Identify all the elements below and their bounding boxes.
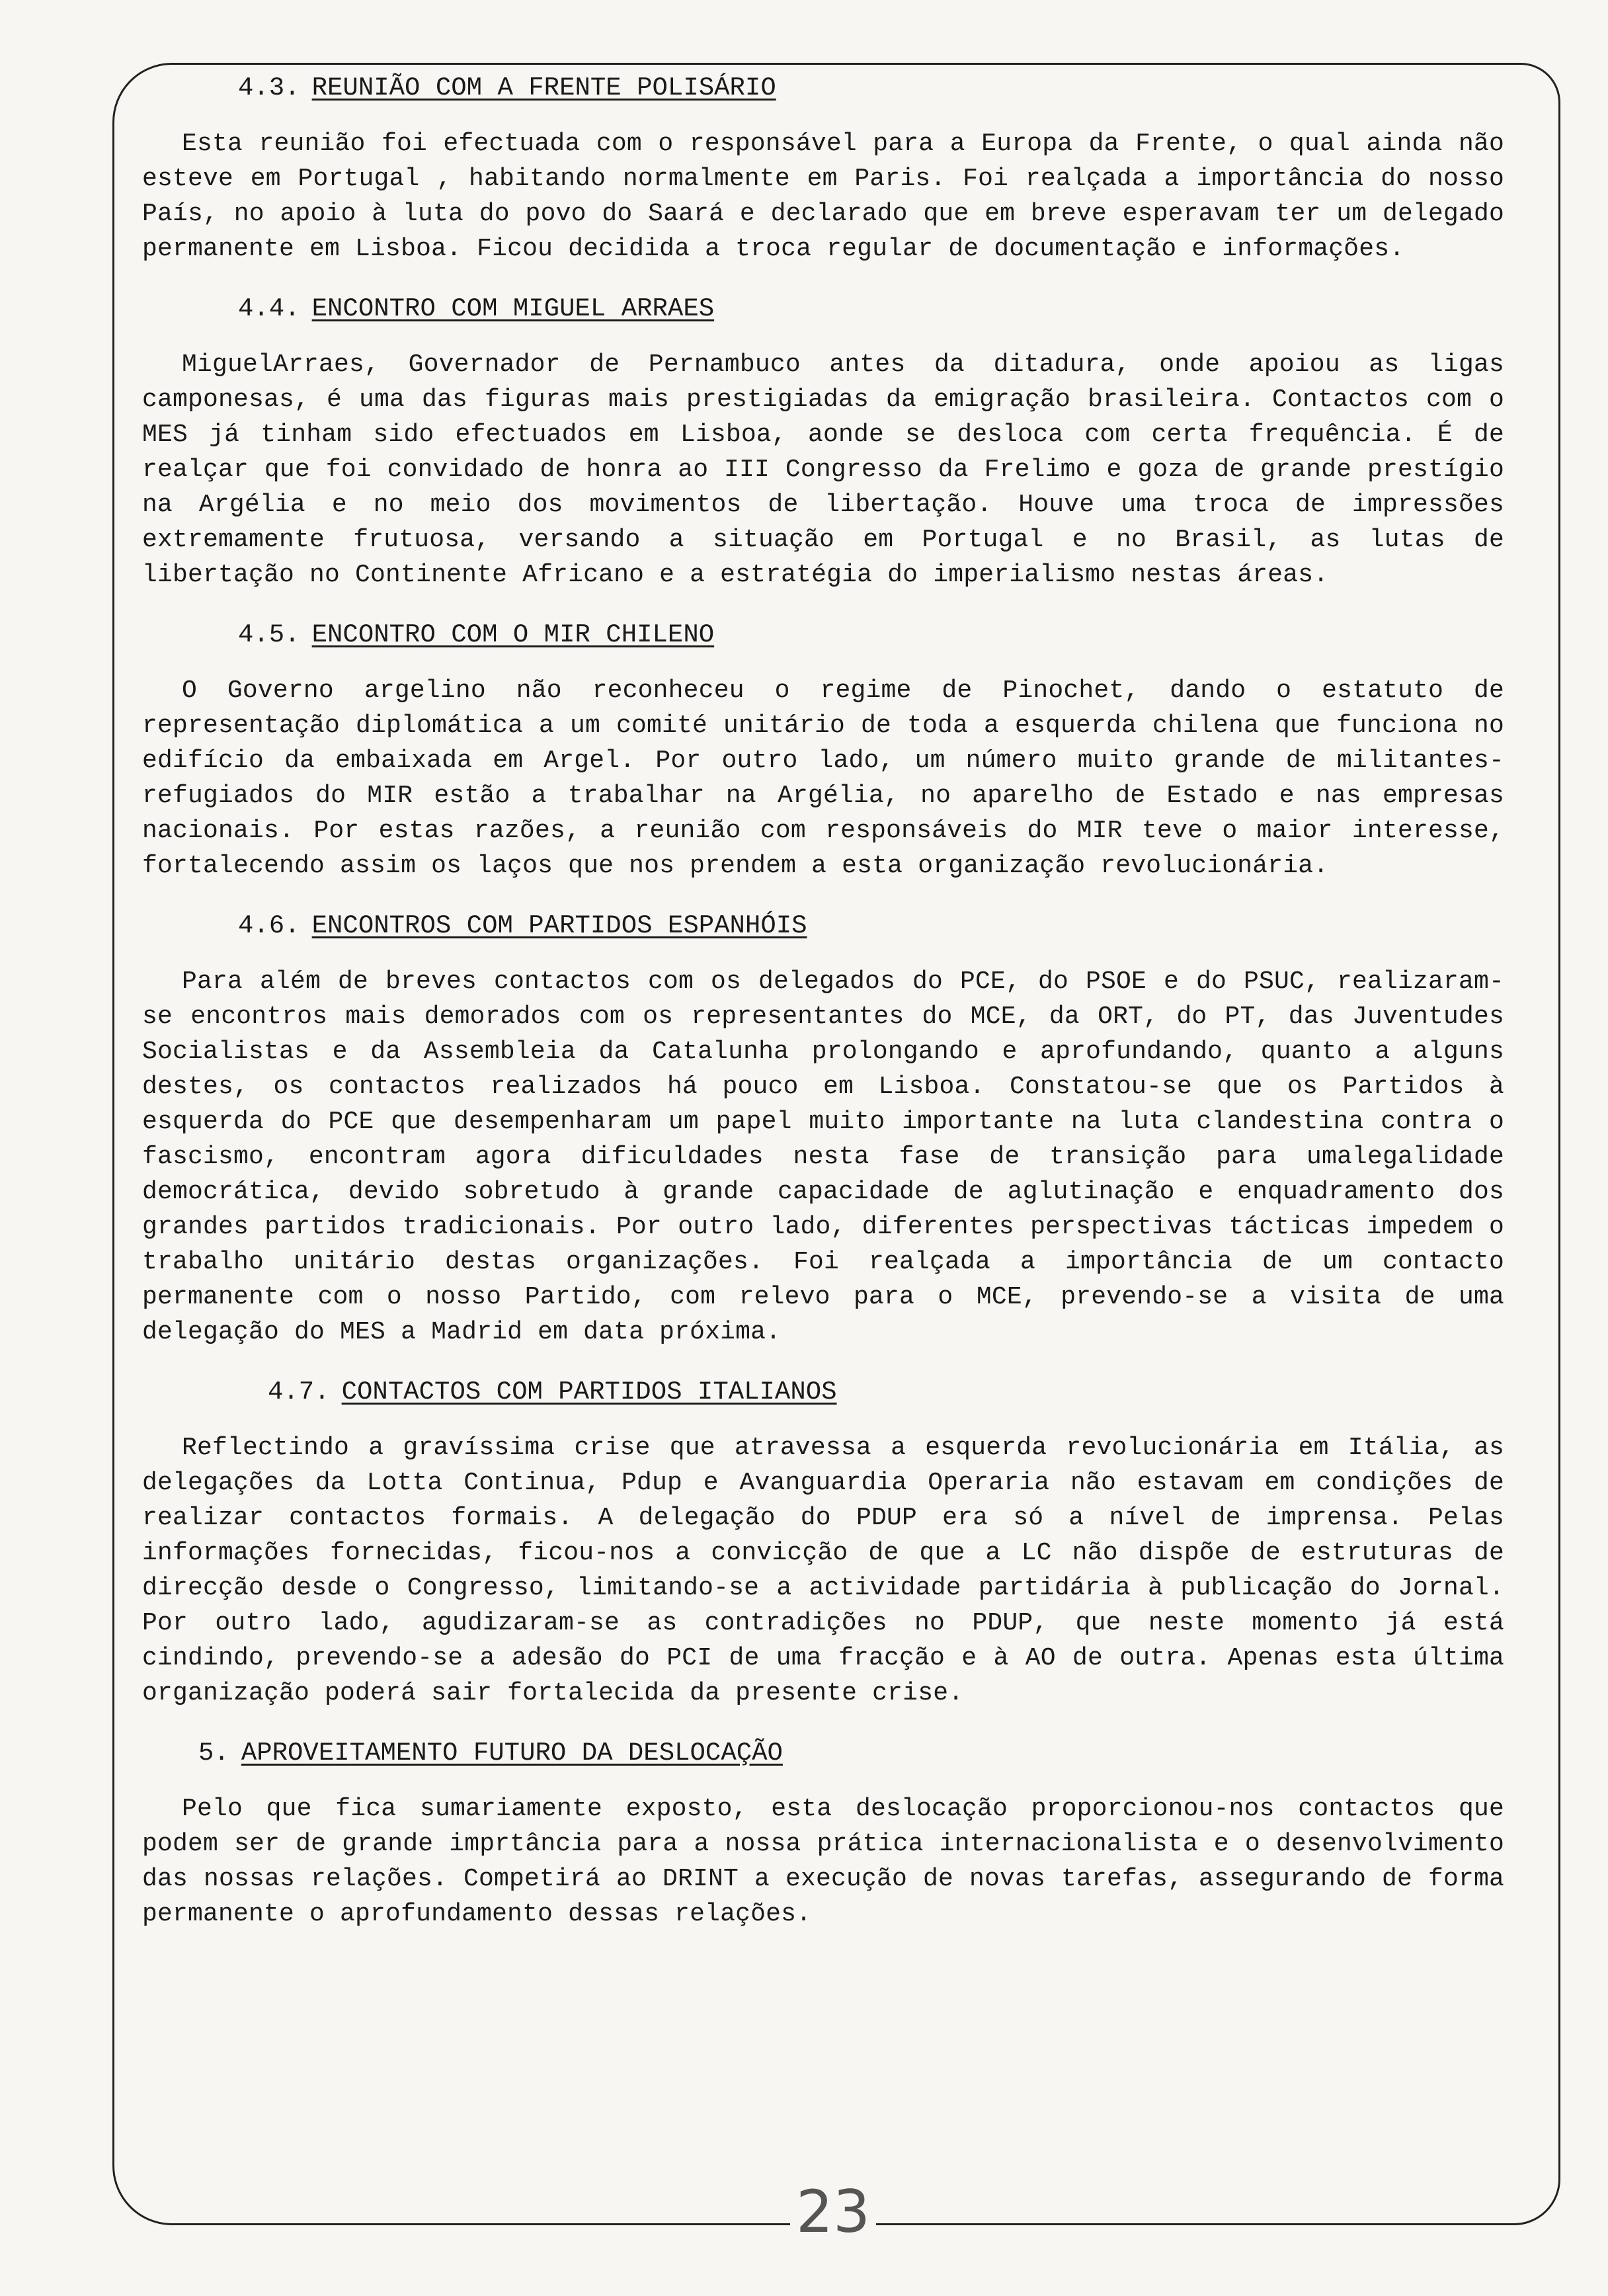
section-number: 5. [198, 1739, 229, 1768]
section-title: ENCONTRO COM MIGUEL ARRAES [311, 294, 715, 323]
section-5 [142, 1735, 1504, 1932]
section-4-6 [142, 907, 1504, 1350]
section-title: CONTACTOS COM PARTIDOS ITALIANOS [341, 1377, 837, 1407]
section-number: 4.3. [238, 73, 300, 102]
section-number: 4.6. [238, 911, 300, 940]
section-number: 4.7. [268, 1377, 330, 1407]
section-paragraph: Pelo que fica sumariamente exposto, esta deslocação proporcionou-nos contactos que podem ser de grande imprtância para a nossa prática internacionalista e o desenvolvimento das nossas relações. Competirá ao DRINT a execução de novas tarefas, assegurando de forma permanente o aprofundamento dessas relações. [142, 1795, 1504, 1928]
section-heading [142, 1735, 1504, 1772]
section-4-7 [142, 1374, 1504, 1711]
section-heading [142, 290, 1504, 327]
section-4-3 [142, 69, 1504, 266]
section-4-4 [142, 290, 1504, 593]
section-title: REUNIÃO COM A FRENTE POLISÁRIO [311, 73, 776, 102]
section-heading [142, 616, 1504, 653]
section-paragraph: O Governo argelino não reconheceu o regime de Pinochet, dando o estatuto de representação diplomática a um comité unitário de toda a esquerda chilena que funciona no edifício da embaixada em Argel. Por outro lado, um número muito grande de militantes-refugiados do MIR estão a trabalhar na Argélia, no aparelho de Estado e nas empresas nacionais. Por estas razões, a reunião com responsáveis do MIR teve o maior interesse, fortalecendo assim os laços que nos prendem a esta organização revolucionária. [142, 676, 1504, 880]
section-heading [142, 69, 1504, 106]
section-paragraph: MiguelArraes, Governador de Pernambuco antes da ditadura, onde apoiou as ligas camponesas, é uma das figuras mais prestigiadas da emigração brasileira. Contactos com o MES já tinham sido efectuados em Lisboa, aonde se desloca com certa frequência. É de realçar que foi convidado de honra ao III Congresso da Frelimo e goza de grande prestígio na Argélia e no meio dos movimentos de libertação. Houve uma troca de impressões extremamente frutuosa, versando a situação em Portugal e no Brasil, as lutas de libertação no Continente Africano e a estratégia do imperialismo nestas áreas. [142, 350, 1504, 589]
section-paragraph: Esta reunião foi efectuada com o responsável para a Europa da Frente, o qual ainda não esteve em Portugal , habitando normalmente em Paris. Foi realçada a importância do nosso País, no apoio à luta do povo do Saará e declarado que em breve esperavam ter um delegado permanente em Lisboa. Ficou decidida a troca regular de documentação e informações. [142, 130, 1504, 263]
section-title: ENCONTRO COM O MIR CHILENO [311, 620, 715, 649]
page-number: 23 [790, 2176, 876, 2248]
section-paragraph: Reflectindo a gravíssima crise que atravessa a esquerda revolucionária em Itália, as delegações da Lotta Continua, Pdup e Avanguardia Operaria não estavam em condições de realizar contactos formais. A delegação do PDUP era só a nível de imprensa. Pelas informações fornecidas, ficou-nos a convicção de que a LC não dispõe de estruturas de direcção desde o Congresso, limitando-se a actividade partidária à publicação do Jornal. Por outro lado, agudizaram-se as contradições no PDUP, que neste momento já está cindindo, prevendo-se a adesão do PCI de uma fracção e à AO de outra. Apenas esta última organização poderá sair fortalecida da presente crise. [142, 1434, 1504, 1707]
section-number: 4.4. [238, 294, 300, 323]
section-heading [142, 1374, 1504, 1411]
section-number: 4.5. [238, 620, 300, 649]
section-paragraph: Para além de breves contactos com os delegados do PCE, do PSOE e do PSUC, realizaram-se encontros mais demorados com os representantes do MCE, da ORT, do PT, das Juventudes Socialistas e da Assembleia da Catalunha prolongando e aprofundando, quanto a alguns destes, os contactos realizados há pouco em Lisboa. Constatou-se que os Partidos à esquerda do PCE que desempenharam um papel muito importante na luta clandestina contra o fascismo, encontram agora dificuldades nesta fase de transição para umalegalidade democrática, devido sobretudo à grande capacidade de aglutinação e enquadramento dos grandes partidos tradicionais. Por outro lado, diferentes perspectivas tácticas impedem o trabalho unitário destas organizações. Foi realçada a importância de um contacto permanente com o nosso Partido, com relevo para o MCE, prevendo-se a visita de uma delegação do MES a Madrid em data próxima. [142, 967, 1504, 1346]
section-title: APROVEITAMENTO FUTURO DA DESLOCAÇÃO [241, 1739, 783, 1768]
section-heading [142, 907, 1504, 944]
section-title: ENCONTROS COM PARTIDOS ESPANHÓIS [311, 911, 807, 940]
document-body [142, 69, 1504, 1955]
section-4-5 [142, 616, 1504, 883]
